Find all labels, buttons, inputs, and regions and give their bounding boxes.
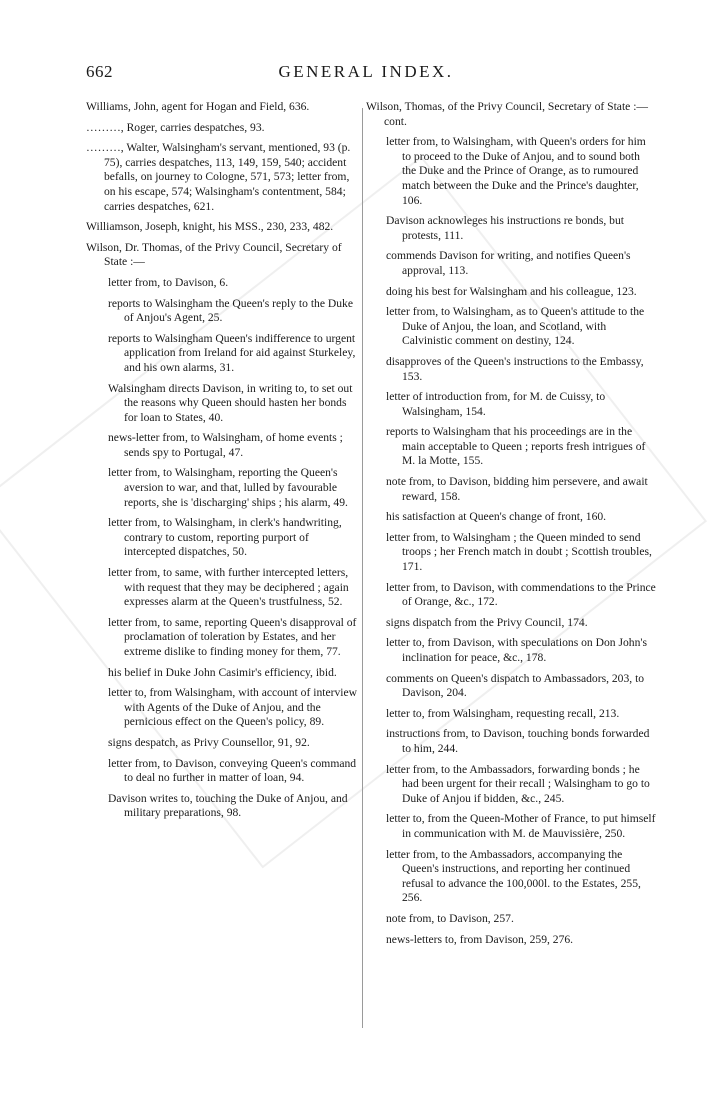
column-divider <box>362 108 363 1028</box>
index-subentry: letter from, to the Ambassadors, accompanying the Queen's instructions, and reporting her continued refusal to advance the 100,000l. to the Estates, 255, 256. <box>386 847 641 905</box>
running-title: GENERAL INDEX. <box>278 62 454 81</box>
index-subentry: letter from, to Walsingham, reporting the Queen's aversion to war, and that, lulled by favourable reports, she is 'discharging' ships ; his alarm, 49. <box>108 466 348 509</box>
index-subentry: letter from, to Davison, with commendations to the Prince of Orange, &c., 172. <box>386 580 656 609</box>
index-subentry: letter from, to Walsingham, in clerk's handwriting, contrary to custom, reporting purport of intercepted dispatches, 50. <box>108 516 342 559</box>
index-subentry: note from, to Davison, bidding him persevere, and await reward, 158. <box>386 475 648 503</box>
page-number: 662 <box>86 62 113 81</box>
index-subentry: news-letter from, to Walsingham, of home events ; sends spy to Portugal, 47. <box>108 431 343 459</box>
index-subentry: news-letters to, from Davison, 259, 276. <box>386 932 574 946</box>
index-subentry: Davison acknowleges his instructions re bonds, but protests, 111. <box>386 214 624 242</box>
index-subentry: letter to, from the Queen-Mother of France, to put himself in communication with M. de Mauvissière, 250. <box>386 812 656 840</box>
index-subentry: instructions from, to Davison, touching bonds forwarded to him, 244. <box>386 727 650 755</box>
index-entry: Williams, John, agent for Hogan and Field, 636. <box>86 100 310 113</box>
index-subentry: note from, to Davison, 257. <box>386 911 514 925</box>
index-subentry: reports to Walsingham that his proceedings are in the main acceptable to Queen ; reports fresh intrigues of M. la Motte, 155. <box>386 425 646 468</box>
left-column <box>86 100 358 827</box>
index-subentry: letter to, from Walsingham, with account of interview with Agents of the Duke of Anjou, and the pernicious effect on the Queen's policy, 89. <box>108 686 358 729</box>
index-subentry: reports to Walsingham the Queen's reply to the Duke of Anjou's Agent, 25. <box>108 296 353 325</box>
index-subentry: comments on Queen's dispatch to Ambassadors, 203, to Davison, 204. <box>386 671 645 700</box>
index-subentry: signs despatch, as Privy Counsellor, 91, 92. <box>108 735 310 749</box>
index-entry: Williamson, Joseph, knight, his MSS., 230, 233, 482. <box>86 220 334 234</box>
index-entry: ………, Roger, carries despatches, 93. <box>86 120 265 134</box>
index-subentry: letter from, to same, reporting Queen's disapproval of proclamation of toleration by Estates, and her extreme dislike to finding money for them, 77. <box>108 615 357 658</box>
index-entry: Wilson, Thomas, of the Privy Council, Secretary of State :—cont. <box>366 100 649 128</box>
index-subentry: commends Davison for writing, and notifies Queen's approval, 113. <box>386 249 631 277</box>
index-entry: Wilson, Dr. Thomas, of the Privy Council, Secretary of State :— <box>86 240 342 269</box>
index-subentry: letter from, to Walsingham, with Queen's orders for him to proceed to the Duke of Anjou, and to sound both the Duke and the Prince of Orange, as to rumoured match between the Duke and the Prince's daughter, 106. <box>386 135 646 207</box>
index-subentry: letter to, from Davison, with speculations on Don John's inclination for peace, &c., 178. <box>386 636 647 664</box>
index-subentry: signs dispatch from the Privy Council, 174. <box>386 615 588 629</box>
index-subentry: letter from, to Davison, conveying Queen's command to deal no further in matter of loan, 94. <box>108 756 357 785</box>
index-entry: ………, Walter, Walsingham's servant, mentioned, 93 (p. 75), carries despatches, 113, 149, 159, 540; accident befalls, on journey to Cologne, 571, 573; letter from, on his escape, 574; Walsingham's contentment, 584; carries despatches, 621. <box>86 141 351 213</box>
index-subentry: letter from, to Davison, 6. <box>108 275 229 289</box>
index-subentry: doing his best for Walsingham and his colleague, 123. <box>386 284 637 298</box>
index-subentry: Davison writes to, touching the Duke of Anjou, and military preparations, 98. <box>108 791 348 820</box>
index-subentry: his belief in Duke John Casimir's efficiency, ibid. <box>108 665 337 679</box>
index-subentry: Walsingham directs Davison, in writing to, to set out the reasons why Queen should hasten her bonds for loan to States, 40. <box>108 381 353 424</box>
index-subentry: disapproves of the Queen's instructions to the Embassy, 153. <box>386 354 644 383</box>
index-subentry: letter from, to Walsingham, as to Queen's attitude to the Duke of Anjou, the loan, and Scotland, with Calvinistic comment on destiny, 124. <box>386 305 645 348</box>
index-subentry: letter to, from Walsingham, requesting recall, 213. <box>386 706 620 720</box>
index-subentry: his satisfaction at Queen's change of front, 160. <box>386 510 607 524</box>
index-subentry: letter from, to Walsingham ; the Queen minded to send troops ; her French match in doubt ; Scottish troubles, 171. <box>386 530 652 574</box>
page-header <box>86 62 646 90</box>
index-subentry: letter from, to same, with further intercepted letters, with request that they may be deciphered ; again expresses alarm at the Queen's trustfulness, 52. <box>108 566 349 609</box>
index-subentry: letter of introduction from, for M. de Cuissy, to Walsingham, 154. <box>386 390 606 418</box>
index-subentry: letter from, to the Ambassadors, forwarding bonds ; he had been urgent for their recall ; Walsingham to go to Duke of Anjou if bidden, &c., 245. <box>386 762 650 805</box>
index-subentry: reports to Walsingham Queen's indifference to urgent application from Ireland for aid against Sturkeley, and his own alarms, 31. <box>108 331 356 374</box>
right-column <box>366 100 656 953</box>
